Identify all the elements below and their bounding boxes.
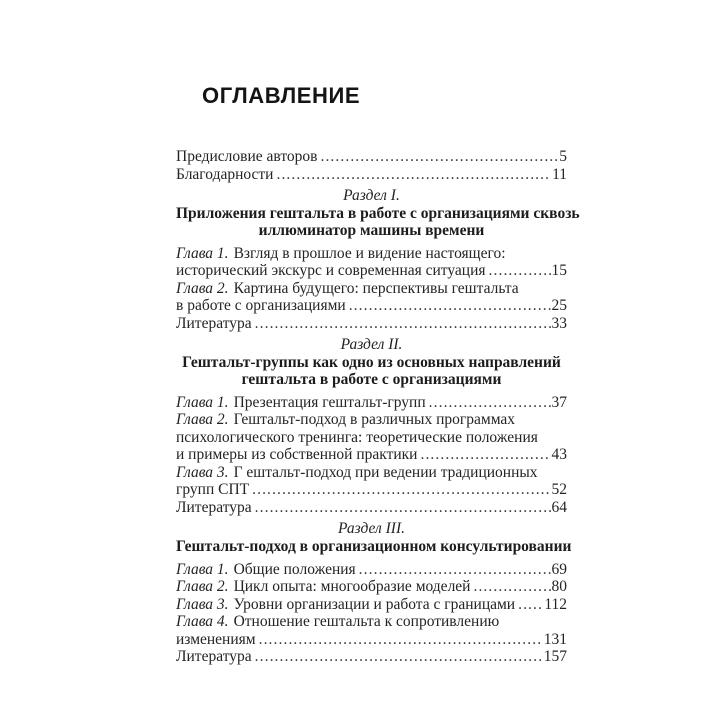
- entry-text: Взгляд в прошлое и видение настоящего:: [233, 244, 506, 262]
- entry-text: изменениям: [176, 630, 256, 648]
- chapter-prefix: Глава 2.: [176, 411, 229, 428]
- entry-text: Г ештальт-подход при ведении традиционных: [233, 463, 538, 481]
- page-number: 43: [551, 446, 567, 463]
- page-number: 157: [543, 648, 567, 665]
- toc-entry-s3-ch3: [176, 596, 567, 614]
- entry-text: групп СПТ: [176, 481, 250, 498]
- toc-entry-acknowledgements: [176, 166, 567, 184]
- chapter-prefix: Глава 1.: [176, 560, 229, 578]
- entry-text: исторический экскурс и современная ситуация: [176, 262, 486, 279]
- toc-entry-s2-ch2: [176, 411, 567, 464]
- entry-text: Уровни организации и работа с границами: [233, 595, 516, 613]
- page-number: 25: [551, 297, 567, 314]
- chapter-prefix: Глава 3.: [176, 463, 229, 481]
- page-number: 11: [552, 165, 567, 183]
- dot-leader: [359, 561, 551, 579]
- toc-entry-s3-ch4: [176, 613, 567, 648]
- page-title: ОГЛАВЛЕНИЕ: [202, 83, 361, 108]
- section-heading-2: [176, 354, 567, 388]
- toc-entry-s1-ch1: [176, 245, 567, 280]
- contents-page: [176, 83, 580, 666]
- dot-leader: [255, 499, 551, 517]
- page-number: 15: [551, 262, 567, 279]
- entry-text: Литература: [176, 648, 252, 665]
- page-number: 80: [551, 578, 567, 595]
- dot-leader: [255, 315, 551, 333]
- entry-text: психологического тренинга: теоретические положения: [176, 428, 538, 446]
- toc-entry-s3-ch1: [176, 561, 567, 579]
- dot-leader: [349, 297, 551, 315]
- dot-leader: [473, 578, 550, 596]
- page-number: 52: [551, 481, 567, 498]
- dot-leader: [252, 481, 550, 499]
- page-number: 37: [551, 393, 567, 411]
- page-number: 5: [559, 148, 567, 165]
- entry-text: в работе с организациями: [176, 297, 346, 314]
- entry-text: Презентация гештальт-групп: [233, 393, 426, 411]
- chapter-prefix: Глава 1.: [176, 244, 229, 262]
- section-label-3: Раздел III.: [338, 520, 405, 537]
- entry-text: Литература: [176, 314, 252, 332]
- toc-entry-s2-literature: [176, 499, 567, 517]
- entry-text: Благодарности: [176, 165, 274, 183]
- toc-entry-preface: [176, 148, 567, 166]
- entry-text: Картина будущего: перспективы гештальта: [233, 279, 519, 297]
- entry-text: Цикл опыта: многообразие моделей: [233, 578, 471, 595]
- dot-leader: [276, 166, 551, 184]
- dot-leader: [420, 446, 550, 464]
- heading-line: Приложения гештальта в работе с организациями сквозь: [176, 204, 580, 222]
- entry-text: Гештальт-подход в различных программах: [233, 411, 516, 428]
- heading-line: Гештальт-подход в организационном консультировании: [176, 537, 572, 555]
- page-number: 112: [544, 595, 567, 613]
- page-number: 64: [551, 498, 567, 516]
- entry-text: Предисловие авторов: [176, 148, 318, 165]
- dot-leader: [320, 148, 558, 166]
- toc-entry-s2-ch1: [176, 394, 567, 412]
- dot-leader: [429, 394, 551, 412]
- chapter-prefix: Глава 1.: [176, 393, 229, 411]
- dot-leader: [259, 631, 543, 649]
- heading-line: иллюминатор машины времени: [258, 221, 485, 239]
- toc-entry-s3-ch2: [176, 578, 567, 596]
- chapter-prefix: Глава 3.: [176, 595, 229, 613]
- heading-line: Гештальт-группы как одно из основных направлений: [182, 353, 561, 371]
- page-number: 131: [543, 630, 567, 648]
- table-of-contents: [176, 148, 580, 666]
- entry-text: Литература: [176, 498, 252, 516]
- chapter-prefix: Глава 2.: [176, 578, 229, 595]
- toc-entry-s1-literature: [176, 315, 567, 333]
- section-label-2: Раздел II.: [340, 336, 403, 353]
- toc-entry-s2-ch3: [176, 464, 567, 499]
- entry-text: и примеры из собственной практики: [176, 446, 418, 463]
- entry-text: Отношение гештальта к сопротивлению: [233, 613, 500, 630]
- dot-leader: [255, 648, 543, 666]
- page-number: 33: [551, 314, 567, 332]
- chapter-prefix: Глава 4.: [176, 613, 229, 630]
- section-heading-3: [176, 537, 572, 555]
- dot-leader: [489, 262, 551, 280]
- chapter-prefix: Глава 2.: [176, 279, 229, 297]
- section-label-1: Раздел I.: [343, 187, 400, 204]
- page-number: 69: [551, 560, 567, 578]
- entry-text: Общие положения: [233, 560, 356, 578]
- heading-line: гештальта в работе с организациями: [241, 370, 502, 388]
- toc-entry-s3-literature: [176, 648, 567, 666]
- section-heading-1: [176, 204, 580, 239]
- dot-leader: [518, 596, 543, 614]
- toc-entry-s1-ch2: [176, 280, 567, 315]
